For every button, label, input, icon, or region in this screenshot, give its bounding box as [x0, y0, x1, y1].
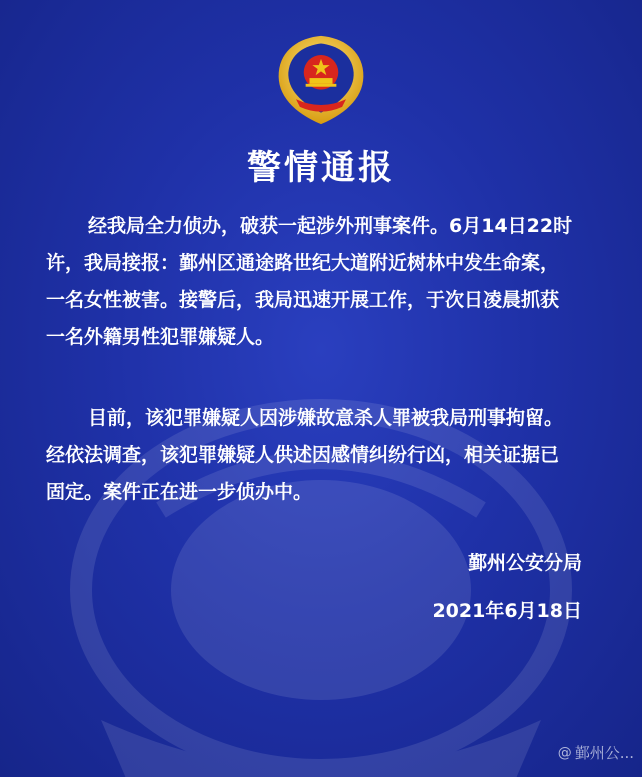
issue-date: 2021年6月18日 — [432, 600, 582, 622]
at-icon: @ — [557, 744, 572, 761]
issuer-signature: 鄞州公安分局 — [467, 552, 582, 574]
paragraph-1-line: 一名女性被害。接警后，我局迅速开展工作，于次日凌晨抓获 — [46, 289, 560, 311]
source-watermark-text: 鄞州公... — [574, 744, 634, 762]
paragraph-2-line: 固定。案件正在进一步侦办中。 — [46, 481, 313, 503]
paragraph-1-line: 许，我局接报：鄞州区通途路世纪大道附近树林中发生命案， — [46, 252, 560, 274]
notice-title: 警情通报 — [247, 148, 395, 188]
paragraph-2-line: 经依法调查，该犯罪嫌疑人供述因感情纠纷行凶，相关证据已 — [46, 444, 560, 466]
source-watermark — [558, 742, 634, 763]
notice-paragraph-2 — [46, 400, 598, 511]
notice-paragraph-1 — [46, 208, 598, 356]
paragraph-1-line: 一名外籍男性犯罪嫌疑人。 — [46, 326, 275, 348]
paragraph-1-line: 经我局全力侦办，破获一起涉外刑事案件。6月14日22时 — [88, 215, 573, 237]
paragraph-2-line: 目前，该犯罪嫌疑人因涉嫌故意杀人罪被我局刑事拘留。 — [88, 407, 564, 429]
police-emblem-icon — [273, 32, 369, 128]
